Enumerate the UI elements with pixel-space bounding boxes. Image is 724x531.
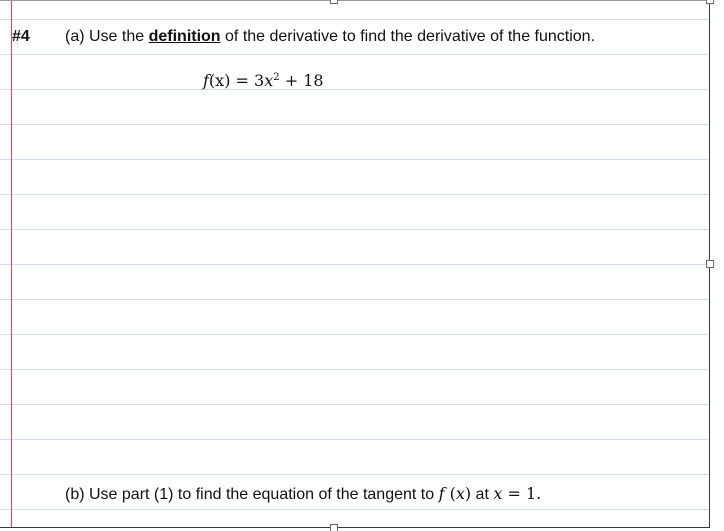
equation-exponent: 2 (273, 72, 280, 83)
part-a-instruction (65, 28, 595, 46)
resize-handle-top[interactable] (330, 0, 338, 4)
part-b-condition (493, 484, 541, 503)
part-b-func: f (438, 484, 445, 503)
part-a-emphasis: definition (148, 28, 221, 45)
function-equation (203, 72, 324, 90)
equation-arg: (x) (208, 71, 231, 90)
part-b-prefix: (b) Use part (1) to find the equation of the tangent to (65, 486, 439, 503)
part-b-var: x (493, 484, 503, 503)
part-b-arg-var: x (455, 484, 465, 503)
part-a-suffix: of the derivative to find the derivative of the function. (220, 28, 596, 45)
part-b-value: = 1. (502, 484, 542, 503)
equation-var: x (264, 71, 274, 90)
resize-handle-corner[interactable] (706, 0, 714, 4)
equation-equals: = 3 (230, 71, 265, 90)
resize-handle-bottom[interactable] (330, 524, 338, 531)
part-b-instruction (65, 485, 541, 504)
part-b-arg-close: ) (464, 484, 472, 503)
equation-func: f (203, 71, 209, 90)
part-a-prefix: (a) Use the (65, 28, 149, 45)
part-b-arg-open: ( (444, 484, 456, 503)
part-b-at: at (471, 486, 494, 503)
problem-number: #4 (12, 28, 30, 45)
resize-handle-right[interactable] (706, 260, 714, 268)
part-b-function (439, 484, 472, 503)
equation-tail: + 18 (279, 71, 324, 90)
